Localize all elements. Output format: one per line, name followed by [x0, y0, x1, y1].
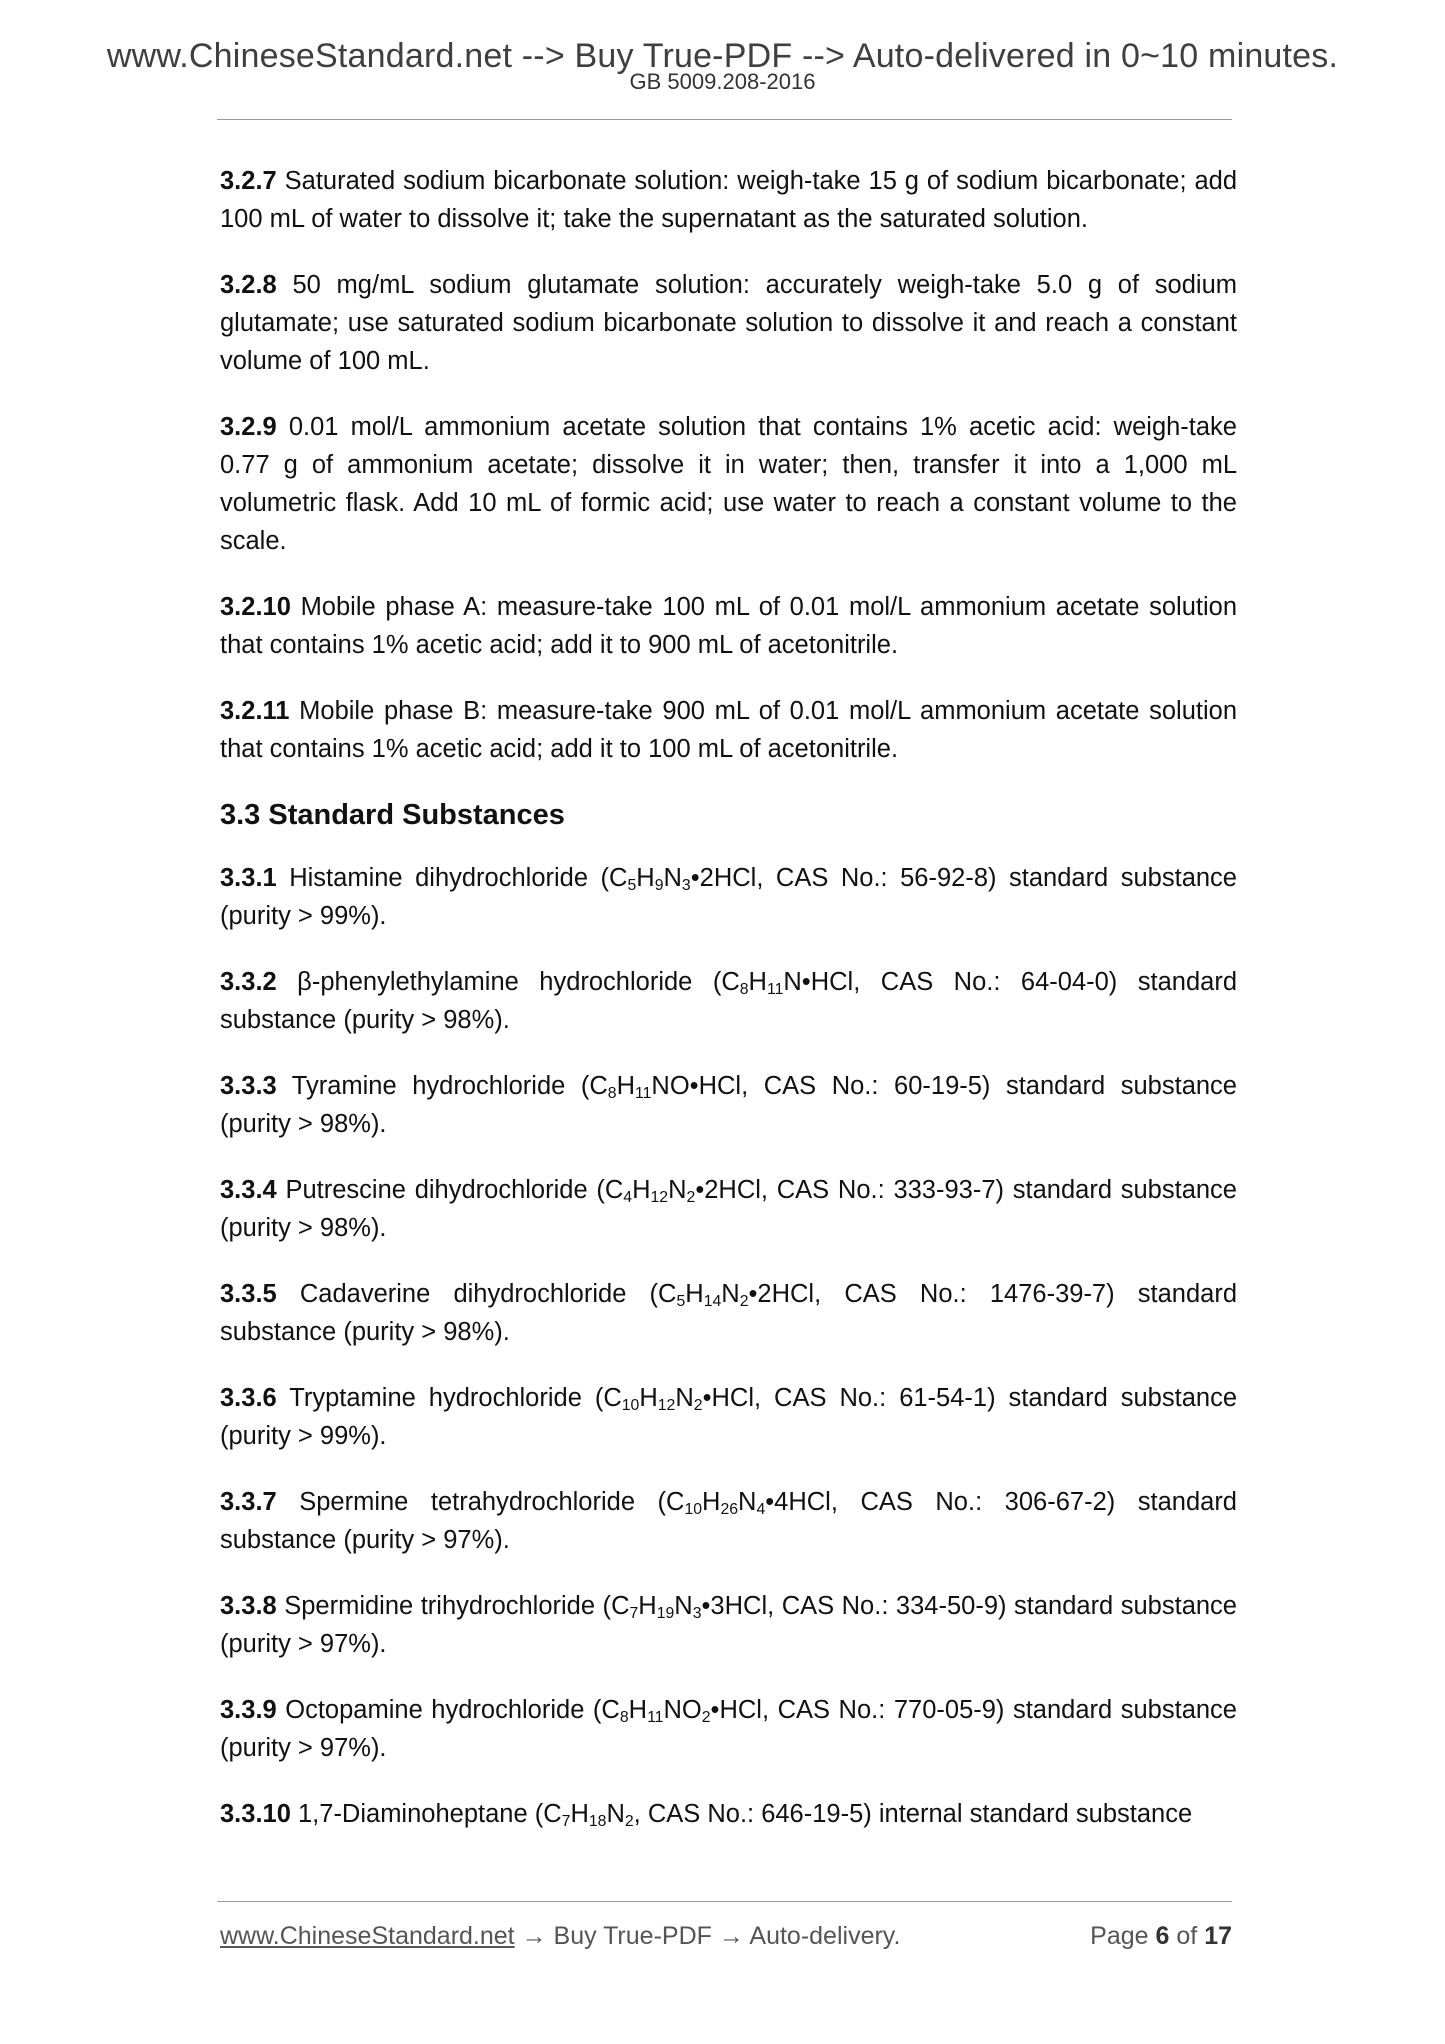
formula-subscript: 11: [766, 980, 784, 998]
formula-part: •3HCl: [701, 1592, 768, 1620]
substance-details: , CAS No.: 770-05-9) standard substance (purity > 97%).: [220, 1696, 1237, 1762]
clause-number: 3.3.8: [220, 1592, 277, 1620]
formula-part: •HCl: [702, 1384, 754, 1412]
formula-subscript: 7: [561, 1812, 571, 1830]
formula-part: H: [685, 1280, 704, 1308]
formula-part: H: [748, 968, 767, 996]
page-total: 17: [1204, 1922, 1232, 1950]
formula-part: N: [721, 1280, 740, 1308]
formula-subscript: 5: [627, 876, 637, 894]
formula-part: C: [601, 1696, 620, 1724]
clause-text: Saturated sodium bicarbonate solution: weigh-take 15 g of sodium bicarbonate; add 100 mL of water to dissolve it; take the supernatant as the saturated solution.: [220, 167, 1237, 233]
reagent-paragraphs: [220, 162, 1237, 768]
formula-subscript: 3: [681, 876, 691, 894]
formula-subscript: 2: [701, 1708, 711, 1726]
chemical-formula: [601, 1696, 762, 1724]
formula-subscript: 9: [654, 876, 664, 894]
of-label: of: [1176, 1922, 1198, 1950]
reagent-paragraph: [220, 692, 1237, 768]
reagent-paragraph: [220, 162, 1237, 238]
clause-number: 3.3.2: [220, 968, 277, 996]
chemical-formula: [611, 1592, 767, 1620]
page-label: Page: [1090, 1922, 1149, 1950]
formula-subscript: 10: [684, 1500, 703, 1518]
chemical-formula: [721, 968, 853, 996]
substance-item: [220, 1379, 1237, 1455]
formula-part: C: [543, 1800, 562, 1828]
formula-part: H: [638, 1592, 657, 1620]
footer-delivery-text: → Buy True-PDF → Auto-delivery.: [514, 1922, 901, 1950]
substance-name: Spermine tetrahydrochloride (: [276, 1488, 667, 1516]
formula-subscript: 14: [703, 1292, 722, 1310]
formula-part: •2HCl: [690, 864, 757, 892]
formula-subscript: 4: [623, 1188, 633, 1206]
substance-item: [220, 1483, 1237, 1559]
formula-part: N: [783, 968, 802, 996]
substance-item: [220, 859, 1237, 935]
substance-item: [220, 1067, 1237, 1143]
clause-number: 3.3.1: [220, 864, 277, 892]
formula-part: H: [636, 864, 655, 892]
formula-part: •HCl: [801, 968, 854, 996]
reagent-paragraph: [220, 408, 1237, 560]
clause-text: Mobile phase B: measure-take 900 mL of 0.01 mol/L ammonium acetate solution that contains 1% acetic acid; add it to 100 mL of acetonitrile.: [220, 697, 1237, 763]
substance-name: Octopamine hydrochloride (: [276, 1696, 602, 1724]
page-number: 6: [1155, 1922, 1170, 1950]
substance-name: Histamine dihydrochloride (: [276, 864, 610, 892]
substance-details: , CAS No.: 1476-39-7) standard substance (purity > 98%).: [220, 1280, 1238, 1346]
reagent-paragraph: [220, 588, 1237, 664]
chemical-formula: [658, 1280, 814, 1308]
formula-part: N: [663, 864, 682, 892]
substance-name: Cadaverine dihydrochloride (: [276, 1280, 659, 1308]
substance-details: , CAS No.: 60-19-5) standard substance (purity > 98%).: [220, 1072, 1237, 1138]
chemical-formula: [543, 1800, 633, 1828]
formula-subscript: 19: [656, 1604, 675, 1622]
clause-text: 50 mg/mL sodium glutamate solution: accurately weigh-take 5.0 g of sodium glutamate; use saturated sodium bicarbonate solution to dissolve it and reach a constant volume of 100 mL.: [220, 271, 1237, 375]
substance-name: β-phenylethylamine hydrochloride (: [276, 968, 722, 996]
clause-number: 3.2.9: [220, 413, 277, 441]
formula-subscript: 7: [629, 1604, 639, 1622]
formula-part: •2HCl: [695, 1176, 761, 1204]
formula-part: H: [616, 1072, 635, 1100]
substance-item: [220, 1275, 1237, 1351]
formula-part: H: [570, 1800, 589, 1828]
substance-details: , CAS No.: 64-04-0) standard substance (purity > 98%).: [220, 968, 1238, 1034]
footer-site-link[interactable]: www.ChineseStandard.net: [220, 1922, 515, 1950]
substance-name: Tyramine hydrochloride (: [276, 1072, 590, 1100]
chemical-formula: [609, 864, 756, 892]
clause-text: Mobile phase A: measure-take 100 mL of 0.01 mol/L ammonium acetate solution that contains 1% acetic acid; add it to 900 mL of acetonitrile.: [220, 593, 1237, 659]
formula-part: NO: [663, 1696, 702, 1724]
substance-details: , CAS No.: 56-92-8) standard substance (purity > 99%).: [220, 864, 1237, 930]
substance-details: , CAS No.: 61-54-1) standard substance (purity > 99%).: [220, 1384, 1237, 1450]
formula-part: NO•HCl: [651, 1072, 742, 1100]
formula-part: C: [666, 1488, 685, 1516]
substance-item: [220, 1795, 1237, 1833]
formula-part: C: [658, 1280, 677, 1308]
chemical-formula: [603, 1384, 754, 1412]
formula-part: H: [628, 1696, 648, 1724]
formula-subscript: 2: [686, 1188, 696, 1206]
substance-details: , CAS No.: 333-93-7) standard substance (purity > 98%).: [220, 1176, 1237, 1242]
substance-name: 1,7-Diaminoheptane (: [290, 1800, 544, 1828]
clause-number: 3.2.10: [220, 593, 291, 621]
clause-text: 0.01 mol/L ammonium acetate solution that contains 1% acetic acid: weigh-take 0.77 g of ammonium acetate; dissolve it in water; then, transfer it into a 1,000 mL volumetric flask. Add 10 mL of formic acid; use water to reach a constant volume to the scale.: [220, 413, 1237, 555]
chemical-formula: [666, 1488, 831, 1516]
reagent-paragraph: [220, 266, 1237, 380]
formula-part: C: [603, 1384, 622, 1412]
formula-subscript: 10: [621, 1396, 640, 1414]
substance-details: , CAS No.: 646-19-5) internal standard substance: [633, 1800, 1193, 1828]
formula-subscript: 2: [624, 1812, 634, 1830]
clause-number: 3.2.7: [220, 167, 277, 195]
substance-name: Spermidine trihydrochloride (: [276, 1592, 612, 1620]
formula-subscript: 8: [739, 980, 749, 998]
formula-part: H: [639, 1384, 658, 1412]
formula-subscript: 3: [692, 1604, 702, 1622]
clause-number: 3.3.4: [220, 1176, 277, 1204]
formula-part: C: [611, 1592, 630, 1620]
clause-number: 3.3.5: [220, 1280, 277, 1308]
document-code: GB 5009.208-2016: [629, 69, 816, 94]
formula-subscript: 5: [676, 1292, 686, 1310]
clause-number: 3.2.11: [220, 697, 290, 725]
clause-number: 3.3.6: [220, 1384, 277, 1412]
substance-item: [220, 1691, 1237, 1767]
substance-details: , CAS No.: 306-67-2) standard substance (purity > 97%).: [220, 1488, 1237, 1554]
substance-name: Putrescine dihydrochloride (: [276, 1176, 605, 1204]
footer-left: [220, 1920, 900, 1952]
clause-number: 3.3.7: [220, 1488, 277, 1516]
chemical-formula: [589, 1072, 741, 1100]
formula-part: N: [674, 1592, 693, 1620]
formula-part: H: [632, 1176, 651, 1204]
formula-subscript: 11: [635, 1084, 652, 1102]
formula-part: N: [738, 1488, 757, 1516]
formula-subscript: 4: [756, 1500, 766, 1518]
footer-divider: [217, 1901, 1232, 1902]
clause-number: 3.3.9: [220, 1696, 277, 1724]
page-indicator: [1090, 1920, 1232, 1952]
formula-subscript: 2: [739, 1292, 749, 1310]
substance-details: , CAS No.: 334-50-9) standard substance (purity > 97%).: [220, 1592, 1237, 1658]
formula-part: C: [604, 1176, 624, 1204]
chemical-formula: [605, 1176, 761, 1204]
formula-part: H: [702, 1488, 721, 1516]
site-banner: www.ChineseStandard.net --> Buy True-PDF --> Auto-delivered in 0~10 minutes.: [106, 37, 1339, 75]
header-divider: [217, 119, 1232, 120]
formula-part: •2HCl: [748, 1280, 815, 1308]
formula-subscript: 8: [619, 1708, 629, 1726]
substance-item: [220, 963, 1237, 1039]
document-body: [220, 162, 1237, 1861]
clause-number: 3.3.10: [220, 1800, 291, 1828]
formula-subscript: 18: [588, 1812, 607, 1830]
formula-subscript: 8: [607, 1084, 617, 1102]
formula-subscript: 11: [647, 1708, 664, 1726]
formula-part: C: [589, 1072, 608, 1100]
formula-subscript: 12: [657, 1396, 676, 1414]
formula-part: N: [606, 1800, 625, 1828]
formula-part: C: [721, 968, 740, 996]
substance-name: Tryptamine hydrochloride (: [276, 1384, 604, 1412]
substance-item: [220, 1587, 1237, 1663]
formula-subscript: 26: [720, 1500, 739, 1518]
formula-subscript: 2: [693, 1396, 703, 1414]
formula-part: C: [609, 864, 628, 892]
formula-part: •HCl: [710, 1696, 762, 1724]
formula-part: •4HCl: [765, 1488, 831, 1516]
formula-subscript: 12: [650, 1188, 669, 1206]
formula-part: N: [675, 1384, 694, 1412]
substance-item: [220, 1171, 1237, 1247]
clause-number: 3.2.8: [220, 271, 277, 299]
clause-number: 3.3.3: [220, 1072, 277, 1100]
formula-part: N: [668, 1176, 687, 1204]
standard-substances-list: [220, 859, 1237, 1833]
section-heading: 3.3 Standard Substances: [220, 799, 565, 831]
